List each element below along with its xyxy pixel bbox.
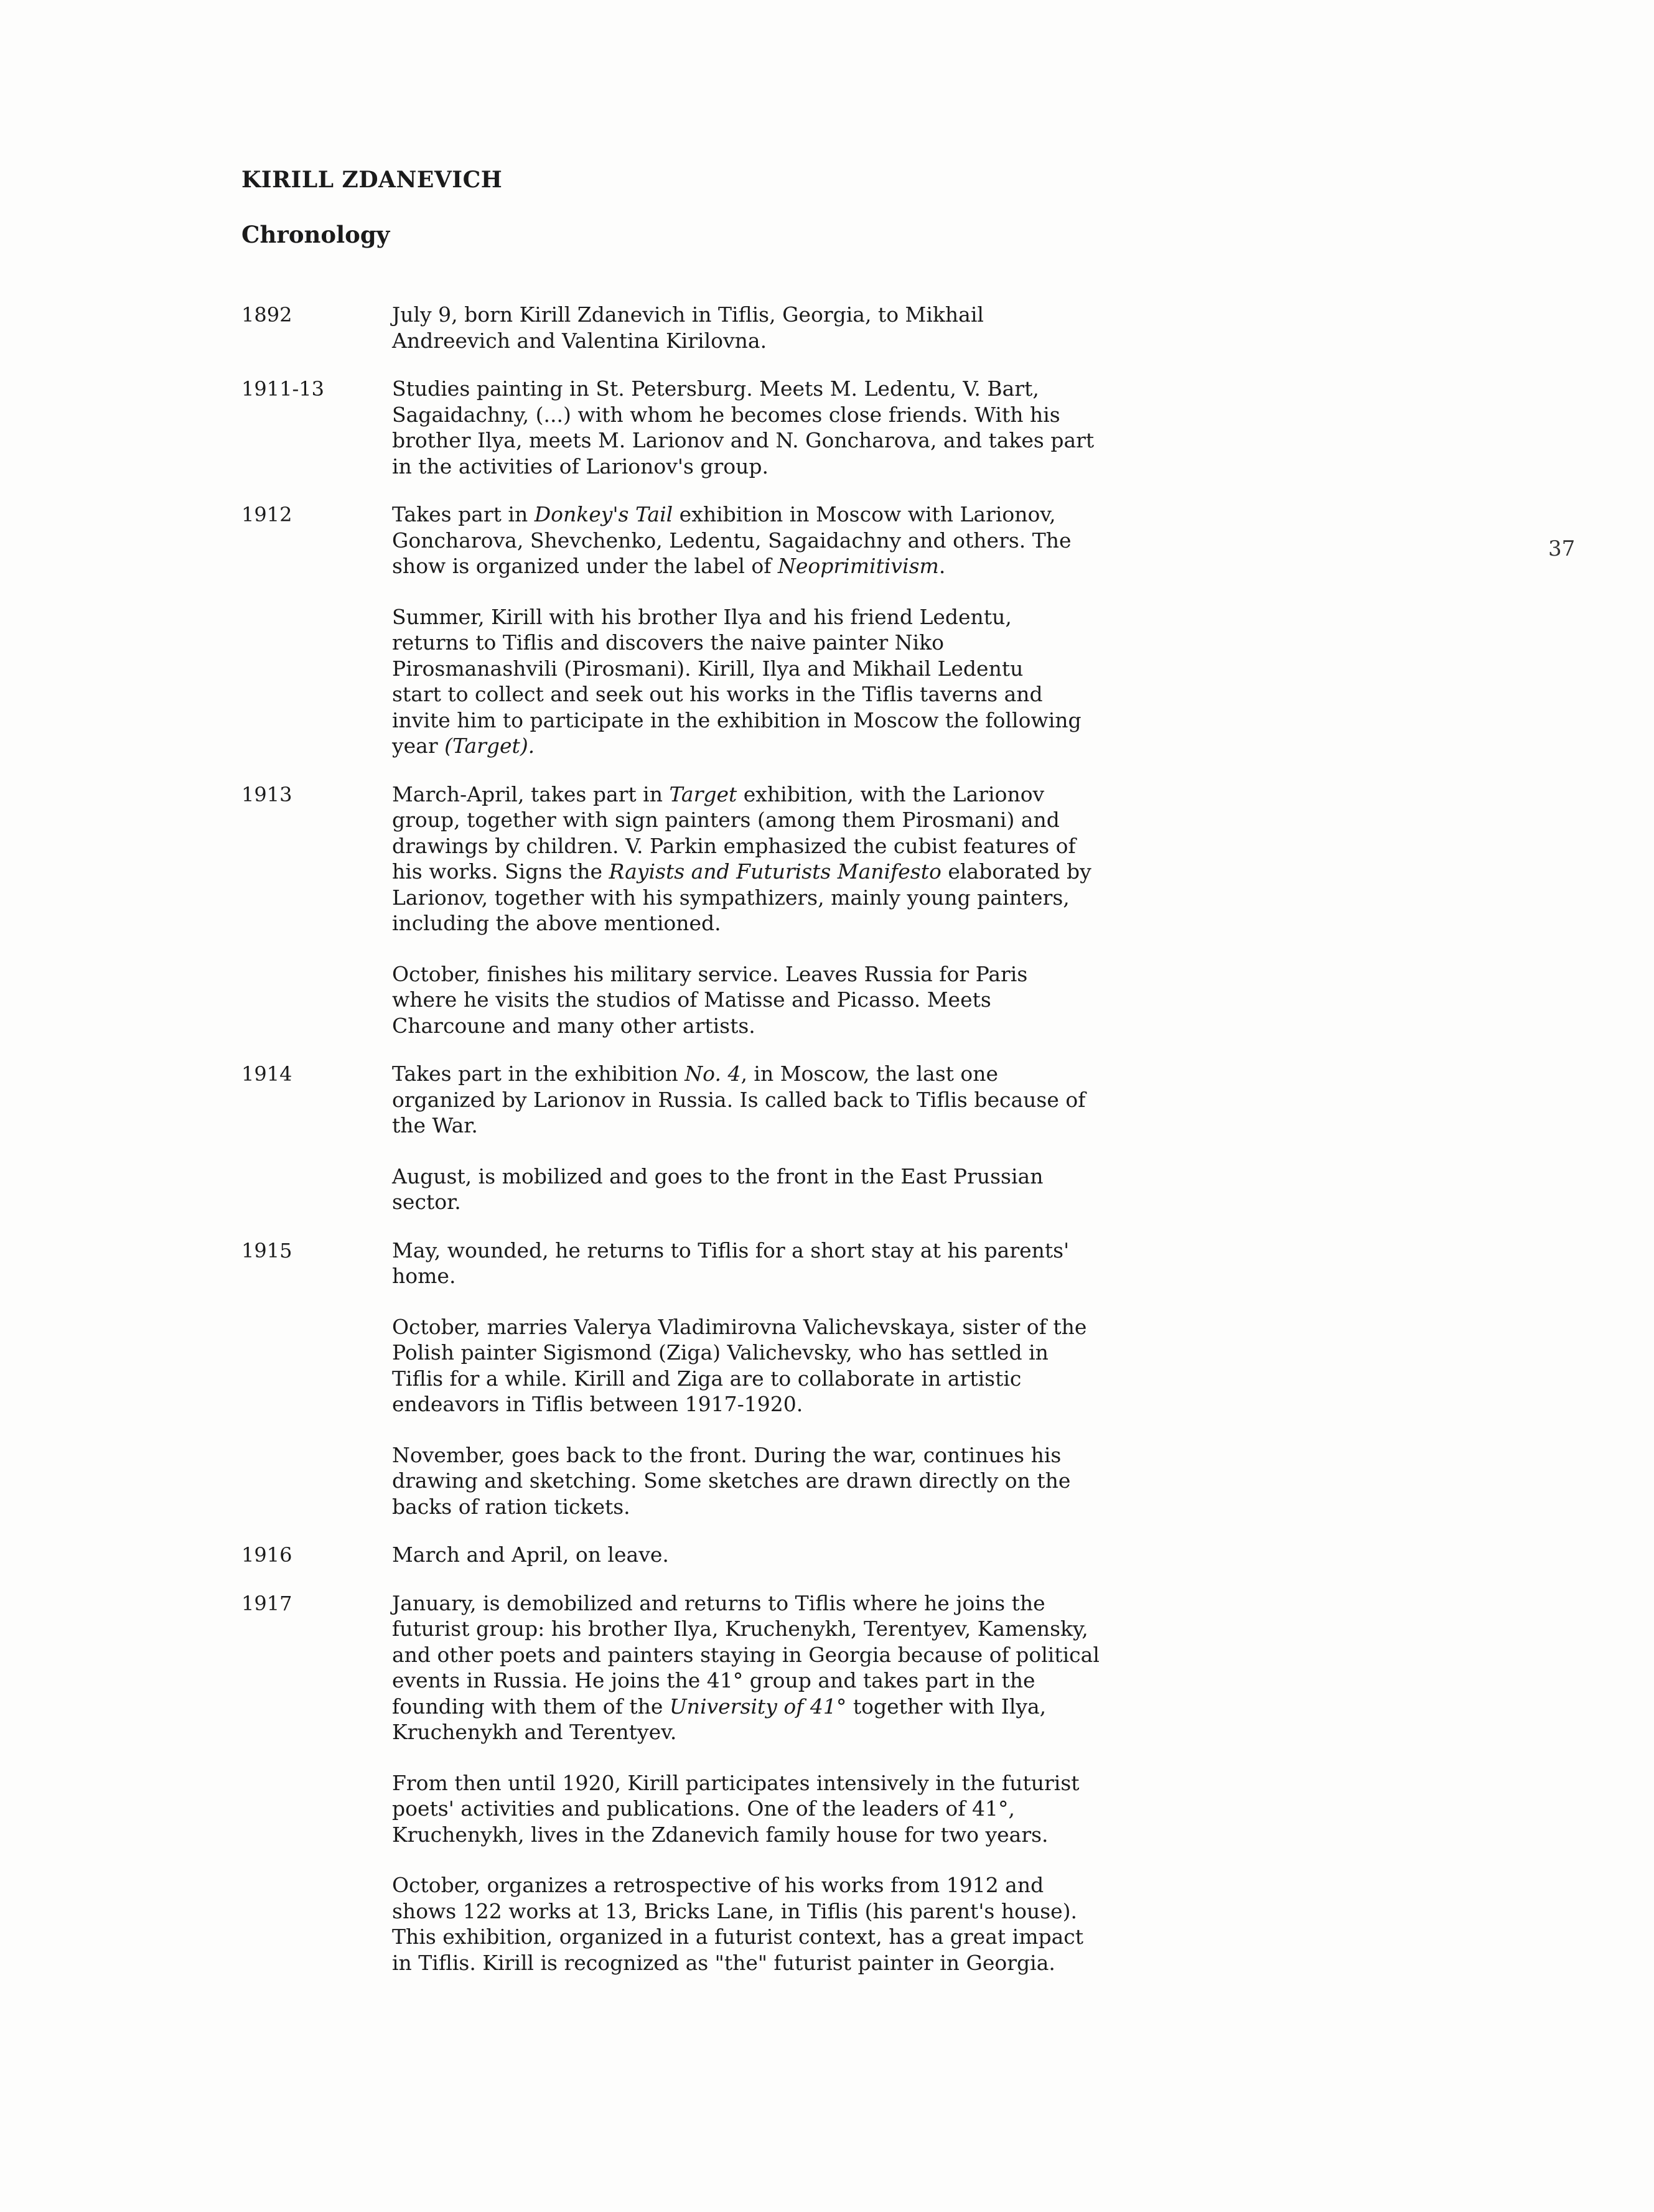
text-line: drawings by children. V. Parkin emphasized the cubist features of xyxy=(392,833,1076,858)
text-line: January, is demobilized and returns to Tiflis where he joins the xyxy=(392,1590,1045,1615)
page-number: 37 xyxy=(1548,536,1576,561)
entry-text xyxy=(392,502,1201,759)
entry-year: 1915 xyxy=(241,1238,292,1262)
text-line: including the above mentioned. xyxy=(392,911,721,935)
text-line: year (Target). xyxy=(392,734,535,758)
text-line: the War. xyxy=(392,1113,478,1137)
text-line: start to collect and seek out his works in the Tiflis taverns and xyxy=(392,682,1043,706)
text-line: Goncharova, Shevchenko, Ledentu, Sagaidachny and others. The xyxy=(392,528,1072,553)
text-line: events in Russia. He joins the 41° group and takes part in the xyxy=(392,1668,1035,1692)
text-line: where he visits the studios of Matisse and Picasso. Meets xyxy=(392,987,991,1012)
entry-paragraph xyxy=(392,1542,1201,1568)
text-line: drawing and sketching. Some sketches are drawn directly on the xyxy=(392,1468,1071,1493)
text-line: shows 122 works at 13, Bricks Lane, in Tiflis (his parent's house). xyxy=(392,1898,1078,1923)
text-line: in Tiflis. Kirill is recognized as "the" futurist painter in Georgia. xyxy=(392,1950,1055,1975)
chronology-entry xyxy=(241,1590,1212,1976)
entry-year: 1912 xyxy=(241,503,292,526)
entry-year: 1911-13 xyxy=(241,377,324,401)
chronology-entry xyxy=(241,502,1212,759)
entry-paragraph xyxy=(392,1872,1201,1976)
text-line: home. xyxy=(392,1264,456,1288)
text-line: Sagaidachny, (...) with whom he becomes close friends. With his xyxy=(392,402,1060,427)
text-line: July 9, born Kirill Zdanevich in Tiflis, Georgia, to Mikhail xyxy=(392,302,984,327)
text-line: This exhibition, organized in a futurist context, has a great impact xyxy=(392,1925,1084,1949)
chronology-entry xyxy=(241,1061,1212,1215)
entry-year: 1892 xyxy=(241,303,292,327)
text-line: Charcoune and many other artists. xyxy=(392,1013,755,1038)
entry-paragraph xyxy=(392,1770,1201,1848)
text-line: Tiflis for a while. Kirill and Ziga are to collaborate in artistic xyxy=(392,1366,1022,1391)
text-line: October, finishes his military service. Leaves Russia for Paris xyxy=(392,961,1028,986)
chronology-entry xyxy=(241,376,1212,479)
text-line: returns to Tiflis and discovers the naive painter Niko xyxy=(392,630,944,655)
text-line: poets' activities and publications. One of the leaders of 41°, xyxy=(392,1796,1015,1821)
text-line: in the activities of Larionov's group. xyxy=(392,454,769,478)
text-line: endeavors in Tiflis between 1917-1920. xyxy=(392,1392,803,1416)
text-line: March-April, takes part in Target exhibition, with the Larionov xyxy=(392,782,1045,806)
text-line: backs of ration tickets. xyxy=(392,1494,630,1519)
text-line: show is organized under the label of Neoprimitivism. xyxy=(392,554,946,578)
entry-paragraph xyxy=(392,782,1201,936)
artist-name-heading: KIRILL ZDANEVICH xyxy=(241,167,503,193)
text-line: Larionov, together with his sympathizers, mainly young painters, xyxy=(392,885,1070,910)
text-line: futurist group: his brother Ilya, Kruchenykh, Terentyev, Kamensky, xyxy=(392,1617,1088,1641)
text-line: invite him to participate in the exhibition in Moscow the following xyxy=(392,707,1082,732)
text-line: August, is mobilized and goes to the front in the East Prussian xyxy=(392,1164,1044,1188)
entry-text xyxy=(392,1542,1201,1568)
entry-paragraph xyxy=(392,604,1201,759)
entry-text xyxy=(392,302,1201,353)
text-line: May, wounded, he returns to Tiflis for a short stay at his parents' xyxy=(392,1238,1070,1262)
text-line: Pirosmanashvili (Pirosmani). Kirill, Ilya and Mikhail Ledentu xyxy=(392,656,1024,681)
entry-year: 1914 xyxy=(241,1062,292,1086)
entry-text xyxy=(392,1590,1201,1976)
entry-paragraph xyxy=(392,1590,1201,1745)
entry-paragraph xyxy=(392,502,1201,579)
chronology-entry xyxy=(241,782,1212,1039)
text-line: Studies painting in St. Petersburg. Meets M. Ledentu, V. Bart, xyxy=(392,376,1039,401)
entry-paragraph xyxy=(392,1061,1201,1139)
chronology-entry xyxy=(241,1542,1212,1568)
chronology-entry xyxy=(241,1238,1212,1520)
text-line: Andreevich and Valentina Kirilovna. xyxy=(392,328,767,353)
entry-paragraph xyxy=(392,1238,1201,1289)
text-line: and other poets and painters staying in Georgia because of political xyxy=(392,1642,1100,1667)
text-line: founding with them of the University of 41° together with Ilya, xyxy=(392,1694,1047,1719)
entry-paragraph xyxy=(392,376,1201,479)
chronology-list xyxy=(241,302,1212,1998)
text-line: Kruchenykh and Terentyev. xyxy=(392,1720,677,1744)
entry-paragraph xyxy=(392,1164,1201,1215)
entry-text xyxy=(392,376,1201,479)
text-line: organized by Larionov in Russia. Is called back to Tiflis because of xyxy=(392,1087,1086,1112)
text-line: March and April, on leave. xyxy=(392,1542,669,1567)
text-line: Takes part in the exhibition No. 4, in Moscow, the last one xyxy=(392,1062,999,1086)
section-title: Chronology xyxy=(241,221,390,248)
text-line: Polish painter Sigismond (Ziga) Valichevsky, who has settled in xyxy=(392,1340,1049,1365)
entry-text xyxy=(392,1238,1201,1520)
entry-paragraph xyxy=(392,1442,1201,1520)
entry-text xyxy=(392,1061,1201,1215)
text-line: From then until 1920, Kirill participates intensively in the futurist xyxy=(392,1770,1080,1795)
chronology-entry xyxy=(241,302,1212,353)
entry-year: 1917 xyxy=(241,1591,292,1615)
text-line: sector. xyxy=(392,1190,461,1214)
text-line: Takes part in Donkey's Tail exhibition in Moscow with Larionov, xyxy=(392,502,1056,526)
text-line: group, together with sign painters (among them Pirosmani) and xyxy=(392,808,1060,832)
entry-paragraph xyxy=(392,302,1201,353)
text-line: October, marries Valerya Vladimirovna Valichevskaya, sister of the xyxy=(392,1314,1087,1339)
entry-year: 1913 xyxy=(241,782,292,806)
text-line: October, organizes a retrospective of his works from 1912 and xyxy=(392,1873,1044,1897)
text-line: his works. Signs the Rayists and Futurists Manifesto elaborated by xyxy=(392,859,1091,884)
text-line: November, goes back to the front. During the war, continues his xyxy=(392,1442,1062,1467)
text-line: Summer, Kirill with his brother Ilya and his friend Ledentu, xyxy=(392,604,1012,629)
text-line: brother Ilya, meets M. Larionov and N. Goncharova, and takes part xyxy=(392,428,1095,452)
entry-paragraph xyxy=(392,1314,1201,1417)
entry-year: 1916 xyxy=(241,1543,292,1567)
entry-text xyxy=(392,782,1201,1039)
entry-paragraph xyxy=(392,961,1201,1039)
text-line: Kruchenykh, lives in the Zdanevich family house for two years. xyxy=(392,1822,1049,1847)
